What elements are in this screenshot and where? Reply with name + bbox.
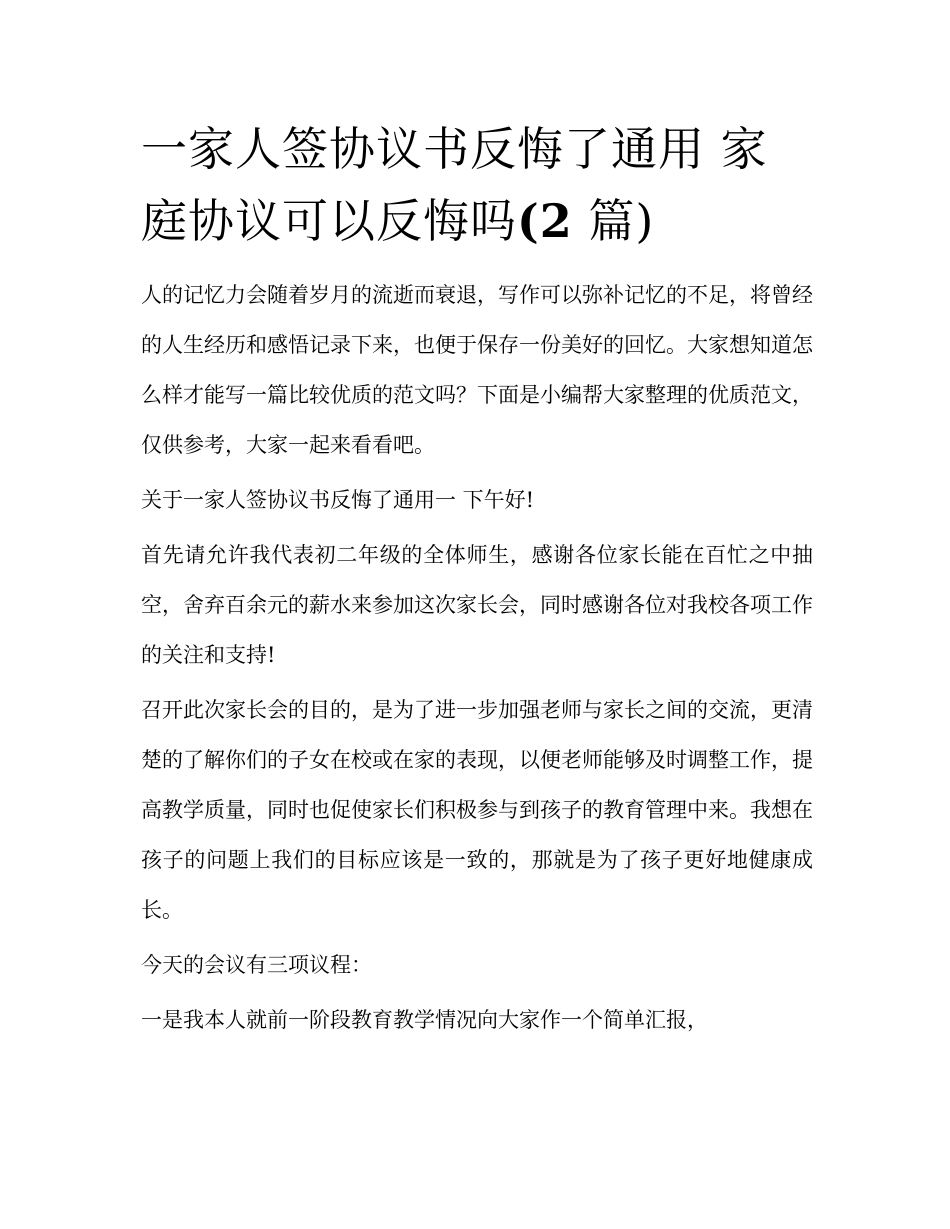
document-body	[141, 270, 813, 1045]
paragraph-agenda-item-1: 一是我本人就前一阶段教育教学情况向大家作一个简单汇报，	[141, 1008, 708, 1032]
paragraph-thanks: 首先请允许我代表初二年级的全体师生，感谢各位家长能在百忙之中抽空，舍弃百余元的薪水来参加这次家长会，同时感谢各位对我校各项工作的关注和支持!	[141, 543, 813, 667]
paragraph-intro: 人的记忆力会随着岁月的流逝而衰退，写作可以弥补记忆的不足，将曾经的人生经历和感悟记录下来，也便于保存一份美好的回忆。大家想知道怎么样才能写一篇比较优质的范文吗？下面是小编帮大家整理的优质范文，仅供参考，大家一起来看看吧。	[141, 283, 813, 457]
paragraph-purpose: 召开此次家长会的目的，是为了进一步加强老师与家长之间的交流，更清楚的了解你们的子女在校或在家的表现，以便老师能够及时调整工作，提高教学质量，同时也促使家长们积极参与到孩子的教育管理中来。我想在孩子的问题上我们的目标应该是一致的，那就是为了孩子更好地健康成长。	[141, 698, 813, 922]
paragraph-section-heading: 关于一家人签协议书反悔了通用一 下午好!	[141, 488, 535, 512]
document-page	[141, 0, 813, 1050]
paragraph-agenda: 今天的会议有三项议程：	[141, 953, 372, 977]
document-title: 一家人签协议书反悔了通用 家庭协议可以反悔吗(2 篇)	[141, 122, 768, 248]
